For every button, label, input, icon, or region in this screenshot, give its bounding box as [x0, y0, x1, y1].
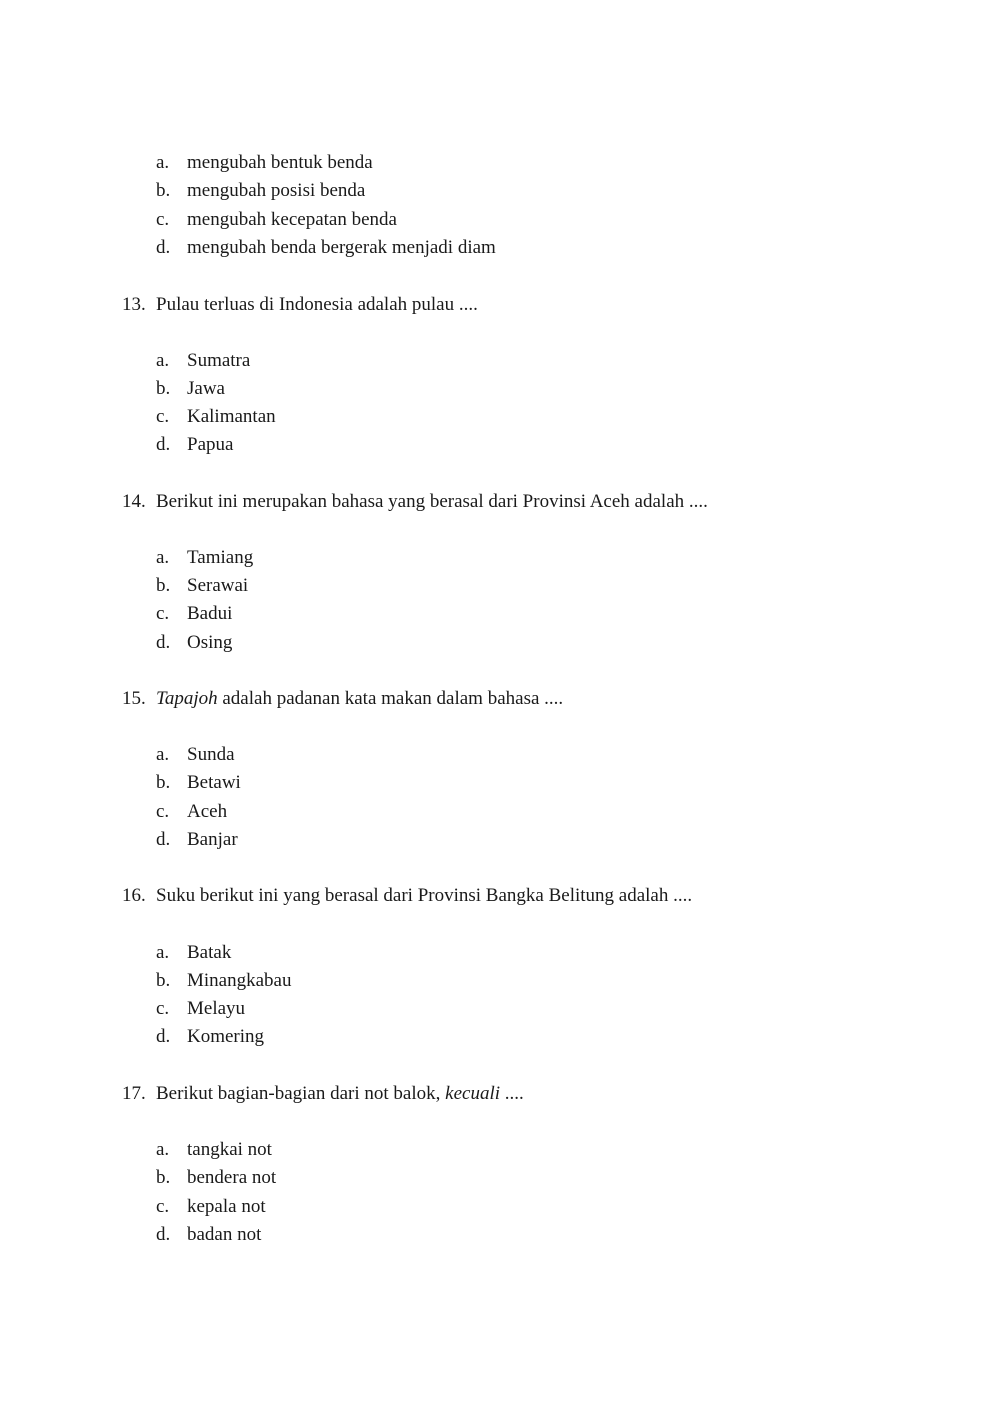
option-text: Komering [187, 1026, 265, 1047]
option-letter: c. [156, 406, 170, 427]
option-text: bendera not [187, 1167, 277, 1188]
option-letter: a. [156, 350, 170, 371]
option-text: badan not [187, 1224, 262, 1245]
option-letter: a. [156, 152, 170, 173]
option-letter: a. [156, 547, 170, 568]
option-text: kepala not [187, 1196, 266, 1217]
option-letter: d. [156, 1026, 171, 1047]
option-text: mengubah benda bergerak menjadi diam [187, 237, 496, 258]
option-letter: d. [156, 1224, 171, 1245]
question-number: 15. [122, 688, 146, 709]
option-letter: d. [156, 434, 171, 455]
option-letter: b. [156, 772, 171, 793]
question-italic-word: kecuali [445, 1083, 500, 1104]
question-text-end: .... [500, 1083, 524, 1104]
question-text: Berikut ini merupakan bahasa yang berasal dari Provinsi Aceh adalah .... [156, 491, 708, 512]
option-text: Kalimantan [187, 406, 276, 427]
option-text: Aceh [187, 801, 228, 822]
option-letter: c. [156, 209, 170, 230]
option-text: Minangkabau [187, 970, 292, 991]
option-letter: d. [156, 237, 171, 258]
option-letter: c. [156, 998, 170, 1019]
option-text: Osing [187, 632, 233, 653]
option-letter: b. [156, 1167, 171, 1188]
option-text: Betawi [187, 772, 241, 793]
option-text: mengubah bentuk benda [187, 152, 373, 173]
option-letter: b. [156, 575, 171, 596]
option-letter: a. [156, 744, 170, 765]
option-letter: c. [156, 1196, 170, 1217]
question-text [156, 1082, 524, 1106]
option-letter: b. [156, 180, 171, 201]
question-number: 17. [122, 1083, 146, 1104]
option-letter: d. [156, 829, 171, 850]
option-letter: a. [156, 1139, 170, 1160]
option-text: Batak [187, 942, 232, 963]
option-text: Badui [187, 603, 233, 624]
option-text: Banjar [187, 829, 238, 850]
option-text: mengubah kecepatan benda [187, 209, 397, 230]
option-text: mengubah posisi benda [187, 180, 366, 201]
question-italic-word: Tapajoh [156, 688, 218, 709]
option-letter: b. [156, 970, 171, 991]
option-text: Jawa [187, 378, 225, 399]
option-text: Sumatra [187, 350, 251, 371]
question-text [156, 687, 563, 711]
question-text: Pulau terluas di Indonesia adalah pulau .... [156, 294, 478, 315]
option-letter: c. [156, 801, 170, 822]
question-text-start: Berikut bagian-bagian dari not balok, [156, 1083, 446, 1104]
option-letter: b. [156, 378, 171, 399]
option-text: Tamiang [187, 547, 254, 568]
question-text-rest: adalah padanan kata makan dalam bahasa .... [217, 688, 564, 709]
question-number: 14. [122, 491, 146, 512]
question-number: 16. [122, 885, 146, 906]
option-letter: d. [156, 632, 171, 653]
option-letter: c. [156, 603, 170, 624]
option-text: Sunda [187, 744, 235, 765]
question-number: 13. [122, 294, 146, 315]
option-text: Papua [187, 434, 234, 455]
option-text: Melayu [187, 998, 246, 1019]
question-text: Suku berikut ini yang berasal dari Provinsi Bangka Belitung adalah .... [156, 885, 693, 906]
option-letter: a. [156, 942, 170, 963]
option-text: tangkai not [187, 1139, 272, 1160]
option-text: Serawai [187, 575, 249, 596]
